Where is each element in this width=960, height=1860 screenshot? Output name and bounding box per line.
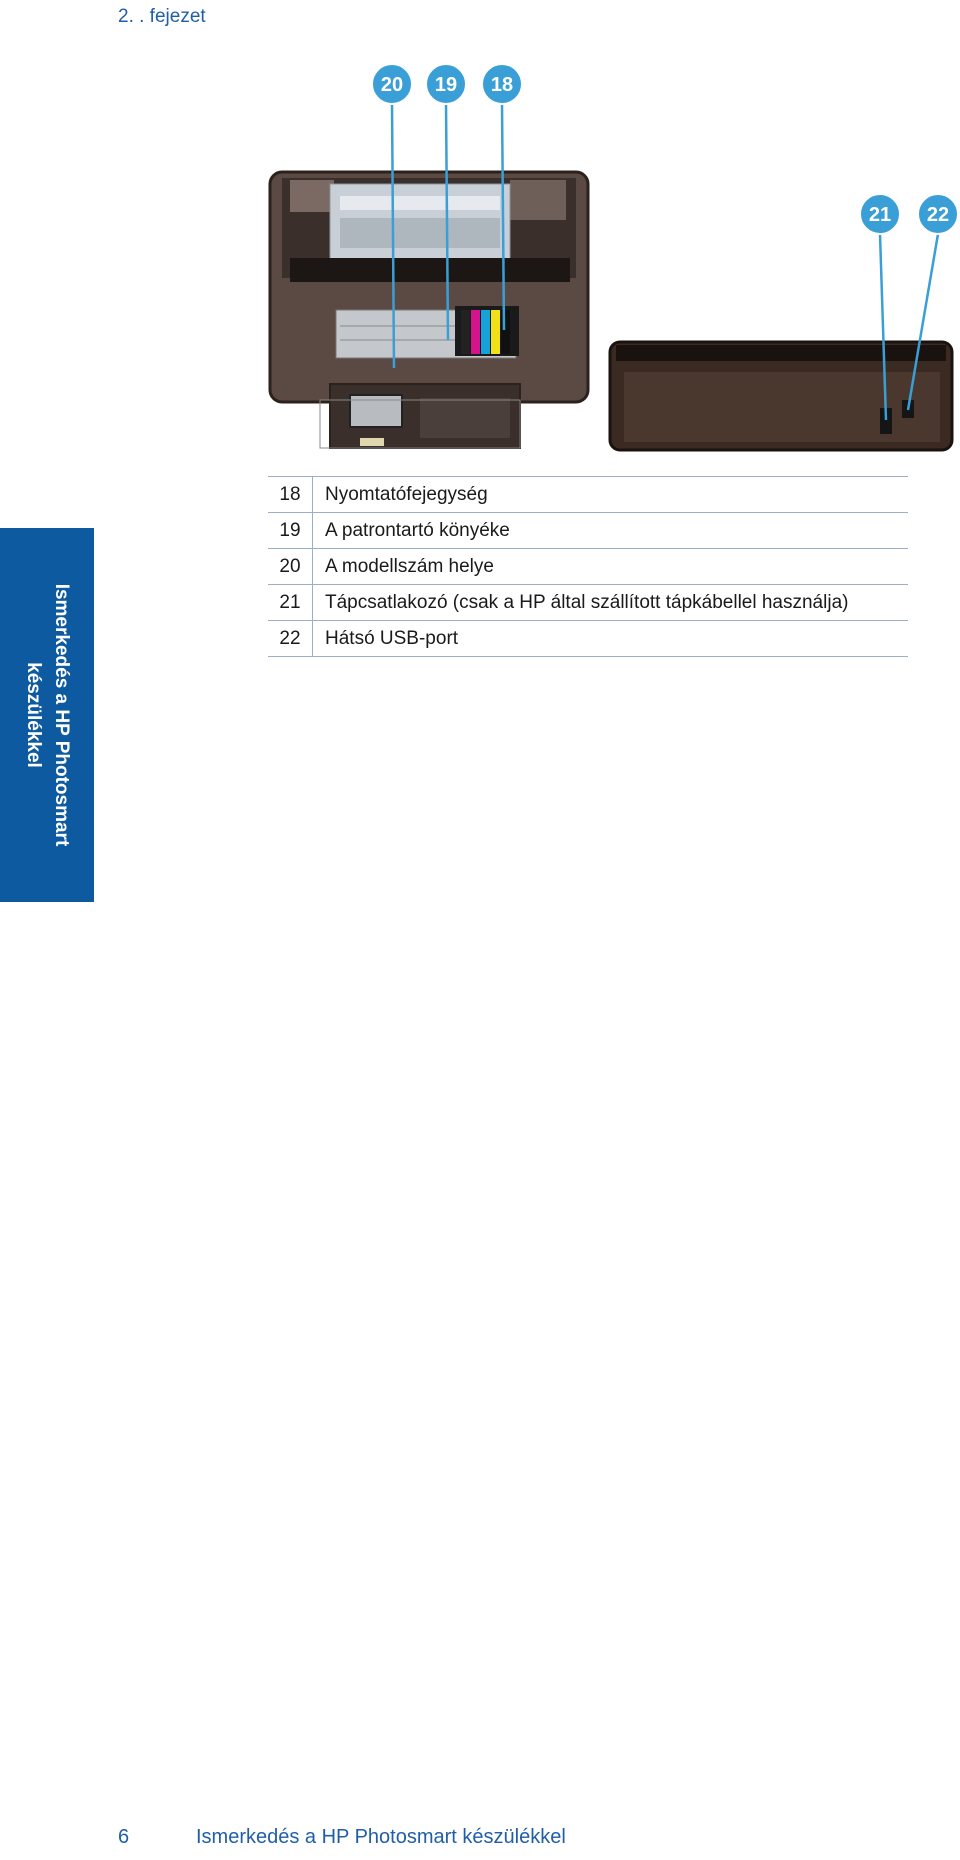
side-tab <box>0 528 94 902</box>
printer-top-view <box>270 172 588 448</box>
table-row <box>268 549 908 585</box>
callout-label: 20 <box>380 74 404 96</box>
printer-illustration <box>0 0 960 470</box>
callout-label: 19 <box>434 74 458 96</box>
callout-label: 22 <box>926 204 950 226</box>
side-tab-text <box>19 528 75 902</box>
legend-description: A patrontartó könyéke <box>313 513 909 549</box>
printer-rear-view <box>610 342 952 450</box>
table-row <box>268 621 908 657</box>
footer-page-number: 6 <box>118 1826 130 1848</box>
table-row <box>268 513 908 549</box>
legend-number: 21 <box>268 585 313 621</box>
chapter-header: 2. . fejezet <box>118 6 206 27</box>
footer-title: Ismerkedés a HP Photosmart készülékkel <box>196 1826 566 1848</box>
legend-description: Tápcsatlakozó (csak a HP által szállított tápkábellel használja) <box>313 585 909 621</box>
side-tab-line: készülékkel <box>23 662 44 768</box>
legend-table <box>268 476 908 657</box>
table-row <box>268 477 908 513</box>
table-row <box>268 585 908 621</box>
legend-number: 20 <box>268 549 313 585</box>
legend-number: 22 <box>268 621 313 657</box>
side-tab-line: Ismerkedés a HP Photosmart <box>51 583 72 847</box>
legend-number: 19 <box>268 513 313 549</box>
callout-label: 18 <box>490 74 514 96</box>
legend-description: A modellszám helye <box>313 549 909 585</box>
legend-description: Nyomtatófejegység <box>313 477 909 513</box>
legend-description: Hátsó USB-port <box>313 621 909 657</box>
legend-number: 18 <box>268 477 313 513</box>
callout-label: 21 <box>868 204 892 226</box>
